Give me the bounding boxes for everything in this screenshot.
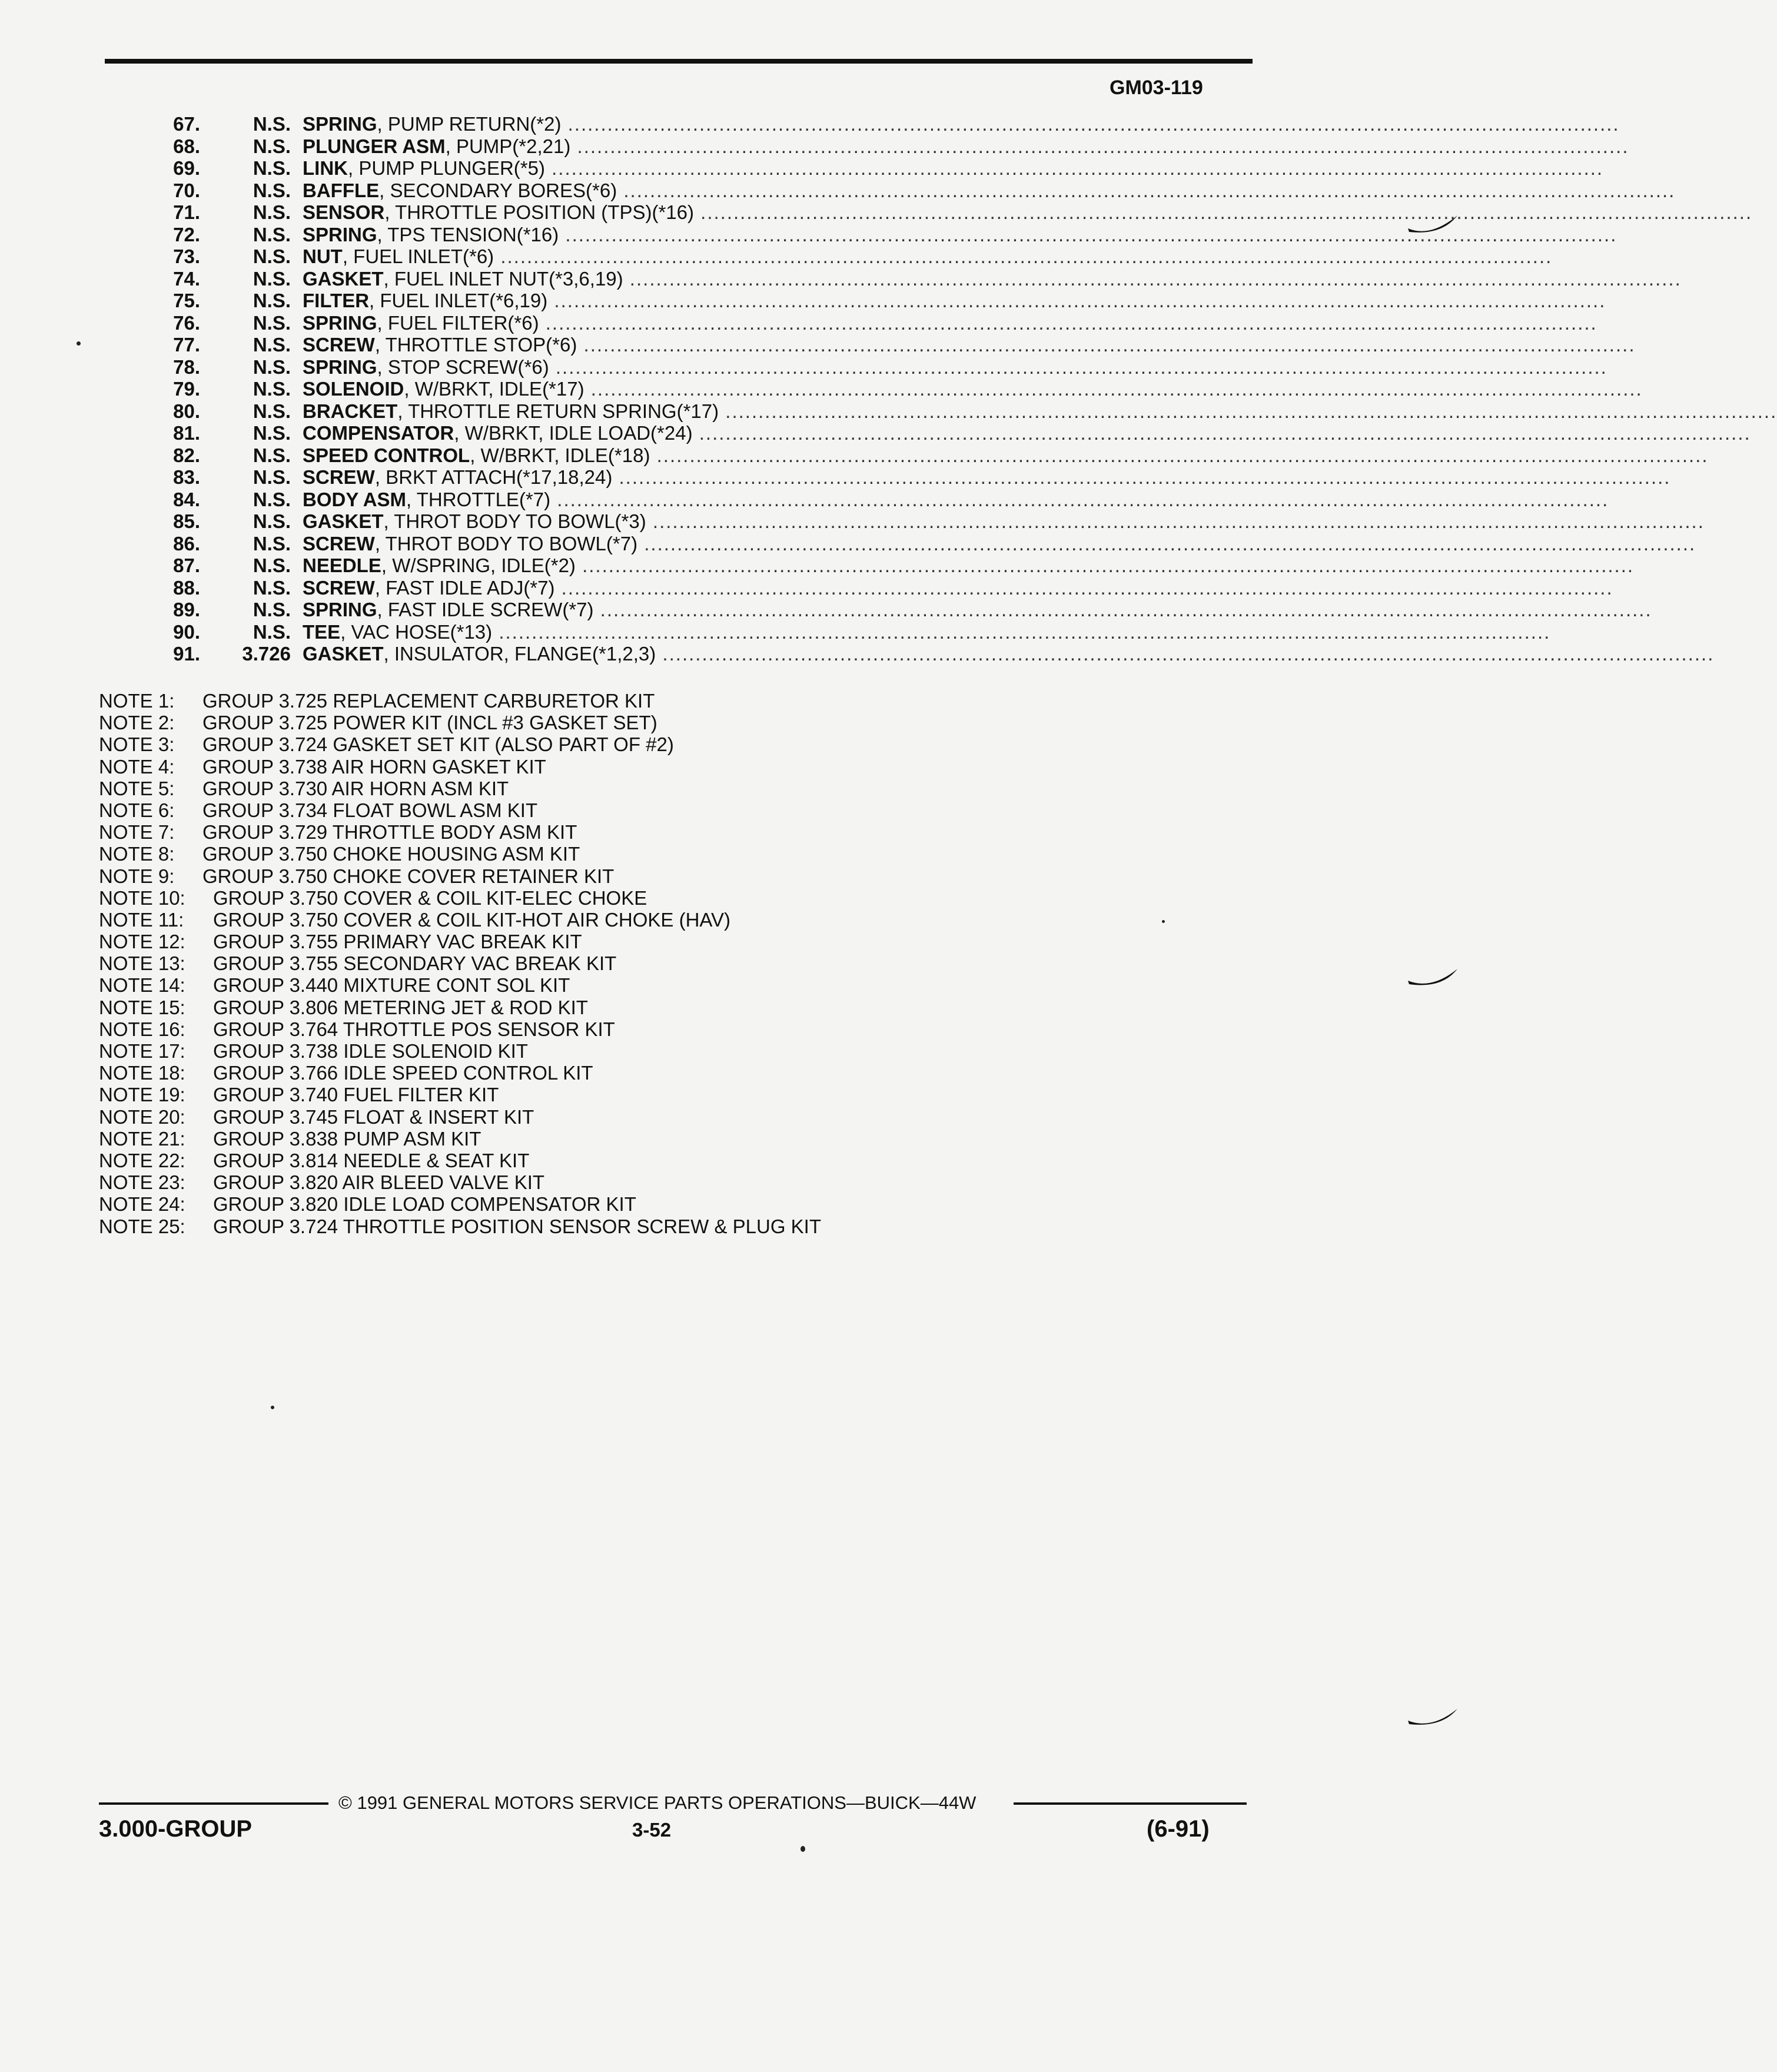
note-text: GROUP 3.750 CHOKE COVER RETAINER KIT (202, 865, 615, 887)
part-detail: , W/BRKT, IDLE LOAD(*24) (454, 422, 693, 444)
part-row (0, 466, 1671, 489)
note-label: NOTE 3: (99, 733, 175, 756)
part-name: SCREW (303, 532, 375, 554)
note-text: GROUP 3.750 COVER & COIL KIT-HOT AIR CHOKE (HAV) (213, 908, 730, 931)
part-description (303, 510, 1705, 532)
part-row (0, 400, 1777, 423)
part-row (0, 334, 1636, 356)
date-code: (6-91) (1147, 1816, 1210, 1842)
document-id: GM03-119 (1110, 77, 1203, 99)
note-row (0, 733, 1488, 755)
note-label: NOTE 1: (99, 690, 175, 712)
leader-dots: ................................................................................................................................................................ (617, 179, 1676, 201)
part-description (303, 554, 1635, 576)
leader-dots: ................................................................................................................................................................ (650, 444, 1709, 466)
part-number: 81. (173, 422, 200, 444)
page-number: 3-52 (632, 1819, 672, 1841)
part-name: GASKET (303, 510, 384, 532)
part-row (0, 179, 1676, 202)
part-description (303, 400, 1777, 422)
note-label: NOTE 19: (99, 1084, 185, 1106)
part-description (303, 201, 1753, 223)
part-number: 85. (173, 510, 200, 532)
scan-speck (801, 1846, 805, 1852)
leader-dots: ................................................................................................................................................................ (719, 400, 1777, 422)
part-group: N.S. (253, 113, 291, 135)
part-detail: , FUEL INLET NUT(*3,6,19) (383, 267, 623, 290)
note-text: GROUP 3.734 FLOAT BOWL ASM KIT (202, 799, 538, 821)
part-number: 89. (173, 599, 200, 620)
part-detail: , TPS TENSION(*16) (377, 223, 559, 245)
part-detail: , FAST IDLE SCREW(*7) (377, 599, 594, 620)
note-text: GROUP 3.740 FUEL FILTER KIT (213, 1084, 499, 1106)
note-row (0, 1106, 1488, 1128)
part-description (303, 466, 1671, 488)
note-text: GROUP 3.755 PRIMARY VAC BREAK KIT (213, 931, 582, 953)
note-label: NOTE 13: (99, 952, 185, 975)
part-detail: , FUEL FILTER(*6) (377, 311, 539, 334)
part-group: N.S. (253, 378, 291, 400)
part-row (0, 488, 1609, 511)
note-text: GROUP 3.820 IDLE LOAD COMPENSATOR KIT (213, 1193, 636, 1216)
part-number: 75. (173, 290, 200, 311)
part-row (0, 422, 1751, 444)
leader-dots: ................................................................................................................................................................ (577, 334, 1636, 356)
part-description (303, 290, 1606, 311)
part-group: N.S. (253, 290, 291, 311)
part-description (303, 422, 1751, 444)
leader-dots: ................................................................................................................................................................ (550, 488, 1609, 510)
part-description (303, 223, 1617, 245)
leader-dots: ................................................................................................................................................................ (492, 620, 1551, 643)
part-detail: , W/SPRING, IDLE(*2) (381, 554, 576, 576)
part-row (0, 290, 1606, 312)
note-row (0, 843, 1488, 865)
part-description (303, 488, 1609, 510)
parts-list (0, 113, 1777, 665)
part-group: N.S. (253, 311, 291, 334)
note-row (0, 821, 1488, 843)
part-group: N.S. (253, 576, 291, 599)
part-name: PLUNGER ASM (303, 135, 446, 157)
part-detail: , THROTTLE STOP(*6) (374, 334, 577, 356)
part-number: 80. (173, 400, 200, 422)
note-label: NOTE 15: (99, 996, 185, 1018)
note-text: GROUP 3.750 CHOKE HOUSING ASM KIT (202, 843, 580, 865)
note-text: GROUP 3.755 SECONDARY VAC BREAK KIT (213, 952, 617, 975)
part-name: SPRING (303, 223, 377, 245)
note-text: GROUP 3.814 NEEDLE & SEAT KIT (213, 1149, 530, 1171)
note-label: NOTE 10: (99, 886, 185, 909)
part-detail: , W/BRKT, IDLE(*17) (404, 378, 584, 400)
part-row (0, 157, 1604, 180)
leader-dots: ................................................................................................................................................................ (494, 245, 1553, 267)
part-number: 68. (173, 135, 200, 157)
copyright-text: © 1991 GENERAL MOTORS SERVICE PARTS OPERATIONS—BUICK—44W (338, 1792, 976, 1813)
note-label: NOTE 23: (99, 1171, 185, 1194)
scan-speck (1162, 920, 1165, 923)
part-row (0, 245, 1553, 268)
leader-dots: ................................................................................................................................................................ (575, 554, 1635, 576)
leader-dots: ................................................................................................................................................................ (656, 643, 1715, 665)
note-label: NOTE 4: (99, 755, 175, 778)
note-text: GROUP 3.724 THROTTLE POSITION SENSOR SCREW & PLUG KIT (213, 1215, 822, 1237)
part-group: N.S. (253, 334, 291, 356)
part-name: SCREW (303, 576, 375, 599)
part-name: FILTER (303, 290, 370, 311)
part-number: 82. (173, 444, 200, 466)
part-name: BAFFLE (303, 179, 380, 201)
footer-rule-left (99, 1802, 328, 1805)
part-row (0, 356, 1607, 378)
part-row (0, 135, 1629, 158)
leader-dots: ................................................................................................................................................................ (692, 422, 1751, 444)
note-label: NOTE 17: (99, 1040, 185, 1062)
part-name: SOLENOID (303, 378, 404, 400)
note-text: GROUP 3.766 IDLE SPEED CONTROL KIT (213, 1062, 593, 1084)
part-number: 90. (173, 620, 200, 643)
part-group: N.S. (253, 599, 291, 620)
part-row (0, 378, 1643, 400)
note-row (0, 887, 1488, 909)
part-name: TEE (303, 620, 341, 643)
leader-dots: ................................................................................................................................................................ (646, 510, 1705, 532)
leader-dots: ................................................................................................................................................................ (584, 378, 1643, 400)
part-name: SPRING (303, 113, 377, 135)
part-description (303, 311, 1597, 334)
leader-dots: ................................................................................................................................................................ (637, 532, 1696, 554)
binding-mark-icon (1407, 1704, 1460, 1734)
part-description (303, 157, 1604, 179)
note-text: GROUP 3.745 FLOAT & INSERT KIT (213, 1105, 534, 1128)
note-label: NOTE 7: (99, 821, 175, 844)
part-number: 84. (173, 488, 200, 510)
part-row (0, 532, 1696, 555)
part-group: N.S. (253, 135, 291, 157)
leader-dots: ................................................................................................................................................................ (559, 223, 1617, 245)
part-number: 71. (173, 201, 200, 223)
part-row (0, 643, 1715, 665)
part-number: 91. (173, 643, 200, 665)
note-label: NOTE 16: (99, 1018, 185, 1040)
part-row (0, 267, 1682, 290)
note-row (0, 997, 1488, 1018)
leader-dots: ................................................................................................................................................................ (549, 356, 1607, 378)
note-text: GROUP 3.750 COVER & COIL KIT-ELEC CHOKE (213, 886, 647, 909)
part-description (303, 179, 1676, 201)
binding-mark-icon (1407, 212, 1460, 241)
part-detail: , THROTTLE(*7) (406, 488, 551, 510)
part-row (0, 576, 1613, 599)
part-detail: , THROTTLE POSITION (TPS)(*16) (384, 201, 694, 223)
leader-dots: ................................................................................................................................................................ (570, 135, 1629, 157)
note-row (0, 952, 1488, 974)
note-label: NOTE 8: (99, 843, 175, 865)
part-group: N.S. (253, 245, 291, 267)
part-detail: , THROT BODY TO BOWL(*3) (383, 510, 646, 532)
part-name: SENSOR (303, 201, 385, 223)
group-label: 3.000-GROUP (99, 1816, 253, 1842)
part-description (303, 356, 1607, 378)
part-row (0, 620, 1551, 643)
part-number: 83. (173, 466, 200, 488)
part-number: 77. (173, 334, 200, 356)
note-row (0, 931, 1488, 952)
note-row (0, 1018, 1488, 1040)
notes-list (0, 690, 1488, 1237)
note-row (0, 974, 1488, 996)
part-group: N.S. (253, 400, 291, 422)
part-name: NEEDLE (303, 554, 381, 576)
note-text: GROUP 3.738 IDLE SOLENOID KIT (213, 1040, 528, 1062)
note-label: NOTE 21: (99, 1127, 185, 1150)
part-name: SPEED CONTROL (303, 444, 470, 466)
note-label: NOTE 12: (99, 931, 185, 953)
part-group: N.S. (253, 267, 291, 290)
part-name: GASKET (303, 267, 384, 290)
part-description (303, 245, 1553, 267)
part-name: BRACKET (303, 400, 398, 422)
part-group: N.S. (253, 444, 291, 466)
part-row (0, 510, 1705, 533)
part-number: 67. (173, 113, 200, 135)
part-group: N.S. (253, 554, 291, 576)
note-row (0, 799, 1488, 821)
part-number: 69. (173, 157, 200, 179)
part-description (303, 267, 1682, 290)
note-row (0, 1193, 1488, 1215)
part-detail: , PUMP RETURN(*2) (377, 113, 562, 135)
part-description (303, 643, 1715, 665)
part-name: SPRING (303, 311, 377, 334)
note-text: GROUP 3.724 GASKET SET KIT (ALSO PART OF #2) (202, 733, 674, 756)
note-label: NOTE 25: (99, 1215, 185, 1237)
part-row (0, 599, 1652, 621)
note-label: NOTE 18: (99, 1062, 185, 1084)
note-label: NOTE 24: (99, 1193, 185, 1216)
part-detail: , PUMP PLUNGER(*5) (348, 157, 545, 179)
part-number: 73. (173, 245, 200, 267)
part-detail: , BRKT ATTACH(*17,18,24) (374, 466, 613, 488)
part-number: 88. (173, 576, 200, 599)
note-text: GROUP 3.725 POWER KIT (INCL #3 GASKET SET) (202, 712, 657, 734)
part-group: N.S. (253, 356, 291, 378)
part-description (303, 113, 1620, 135)
scan-speck (77, 341, 81, 346)
note-text: GROUP 3.725 REPLACEMENT CARBURETOR KIT (202, 690, 655, 712)
part-detail: , INSULATOR, FLANGE(*1,2,3) (383, 643, 656, 665)
note-label: NOTE 6: (99, 799, 175, 821)
part-name: COMPENSATOR (303, 422, 454, 444)
part-description (303, 532, 1696, 554)
part-detail: , VAC HOSE(*13) (340, 620, 493, 643)
part-description (303, 378, 1643, 400)
note-row (0, 1084, 1488, 1105)
part-description (303, 444, 1709, 466)
part-number: 76. (173, 311, 200, 334)
part-number: 72. (173, 223, 200, 245)
note-label: NOTE 22: (99, 1149, 185, 1171)
note-label: NOTE 11: (99, 908, 184, 931)
part-row (0, 113, 1620, 135)
part-description (303, 135, 1629, 157)
part-group: N.S. (253, 488, 291, 510)
part-detail: , FUEL INLET(*6) (342, 245, 494, 267)
note-row (0, 712, 1488, 733)
part-detail: , STOP SCREW(*6) (377, 356, 549, 378)
part-detail: , SECONDARY BORES(*6) (379, 179, 617, 201)
part-row (0, 201, 1753, 224)
note-row (0, 1040, 1488, 1062)
top-rule (105, 59, 1253, 64)
part-detail: , W/BRKT, IDLE(*18) (470, 444, 650, 466)
part-detail: , PUMP(*2,21) (445, 135, 571, 157)
part-description (303, 334, 1636, 356)
part-name: SPRING (303, 599, 377, 620)
note-text: GROUP 3.838 PUMP ASM KIT (213, 1127, 481, 1150)
part-description (303, 620, 1551, 643)
part-detail: , FUEL INLET(*6,19) (369, 290, 548, 311)
part-group: N.S. (253, 157, 291, 179)
note-text: GROUP 3.738 AIR HORN GASKET KIT (202, 755, 546, 778)
part-description (303, 599, 1652, 620)
note-label: NOTE 20: (99, 1105, 185, 1128)
part-row (0, 311, 1597, 334)
binding-mark-icon (1407, 965, 1460, 995)
part-name: SCREW (303, 334, 375, 356)
note-text: GROUP 3.440 MIXTURE CONT SOL KIT (213, 974, 570, 997)
note-label: NOTE 5: (99, 777, 175, 799)
part-group: N.S. (253, 532, 291, 554)
note-text: GROUP 3.729 THROTTLE BODY ASM KIT (202, 821, 577, 844)
note-text: GROUP 3.820 AIR BLEED VALVE KIT (213, 1171, 545, 1194)
part-name: SCREW (303, 466, 375, 488)
part-number: 87. (173, 554, 200, 576)
part-group: N.S. (253, 422, 291, 444)
note-row (0, 690, 1488, 712)
part-group: 3.726 (242, 643, 291, 665)
part-name: SPRING (303, 356, 377, 378)
part-group: N.S. (253, 510, 291, 532)
part-number: 79. (173, 378, 200, 400)
leader-dots: ................................................................................................................................................................ (561, 113, 1620, 135)
scan-speck (271, 1406, 274, 1409)
part-detail: , FAST IDLE ADJ(*7) (374, 576, 555, 599)
leader-dots: ................................................................................................................................................................ (694, 201, 1753, 223)
note-text: GROUP 3.806 METERING JET & ROD KIT (213, 996, 588, 1018)
part-group: N.S. (253, 466, 291, 488)
note-label: NOTE 14: (99, 974, 185, 997)
footer-rule-right (1014, 1802, 1247, 1805)
part-group: N.S. (253, 620, 291, 643)
part-description (303, 576, 1613, 599)
part-row (0, 554, 1635, 577)
part-group: N.S. (253, 201, 291, 223)
note-row (0, 1171, 1488, 1193)
note-row (0, 756, 1488, 778)
note-row (0, 1216, 1488, 1237)
part-row (0, 444, 1709, 467)
leader-dots: ................................................................................................................................................................ (593, 599, 1652, 620)
leader-dots: ................................................................................................................................................................ (554, 576, 1613, 599)
part-number: 78. (173, 356, 200, 378)
part-detail: , THROTTLE RETURN SPRING(*17) (397, 400, 719, 422)
part-name: GASKET (303, 643, 384, 665)
note-text: GROUP 3.730 AIR HORN ASM KIT (202, 777, 509, 799)
note-row (0, 909, 1488, 931)
note-label: NOTE 9: (99, 865, 175, 887)
note-label: NOTE 2: (99, 712, 175, 734)
part-name: NUT (303, 245, 343, 267)
leader-dots: ................................................................................................................................................................ (623, 267, 1682, 290)
note-row (0, 1062, 1488, 1084)
leader-dots: ................................................................................................................................................................ (547, 290, 1606, 311)
leader-dots: ................................................................................................................................................................ (612, 466, 1671, 488)
part-number: 70. (173, 179, 200, 201)
part-group: N.S. (253, 223, 291, 245)
note-row (0, 778, 1488, 799)
leader-dots: ................................................................................................................................................................ (544, 157, 1604, 179)
note-text: GROUP 3.764 THROTTLE POS SENSOR KIT (213, 1018, 615, 1040)
part-name: BODY ASM (303, 488, 407, 510)
part-row (0, 223, 1617, 246)
note-row (0, 1150, 1488, 1171)
leader-dots: ................................................................................................................................................................ (539, 311, 1597, 334)
part-number: 86. (173, 532, 200, 554)
note-row (0, 1128, 1488, 1150)
part-number: 74. (173, 267, 200, 290)
footer-copyright-line (0, 1792, 1488, 1815)
note-row (0, 865, 1488, 887)
part-name: LINK (303, 157, 348, 179)
part-group: N.S. (253, 179, 291, 201)
part-detail: , THROT BODY TO BOWL(*7) (374, 532, 638, 554)
